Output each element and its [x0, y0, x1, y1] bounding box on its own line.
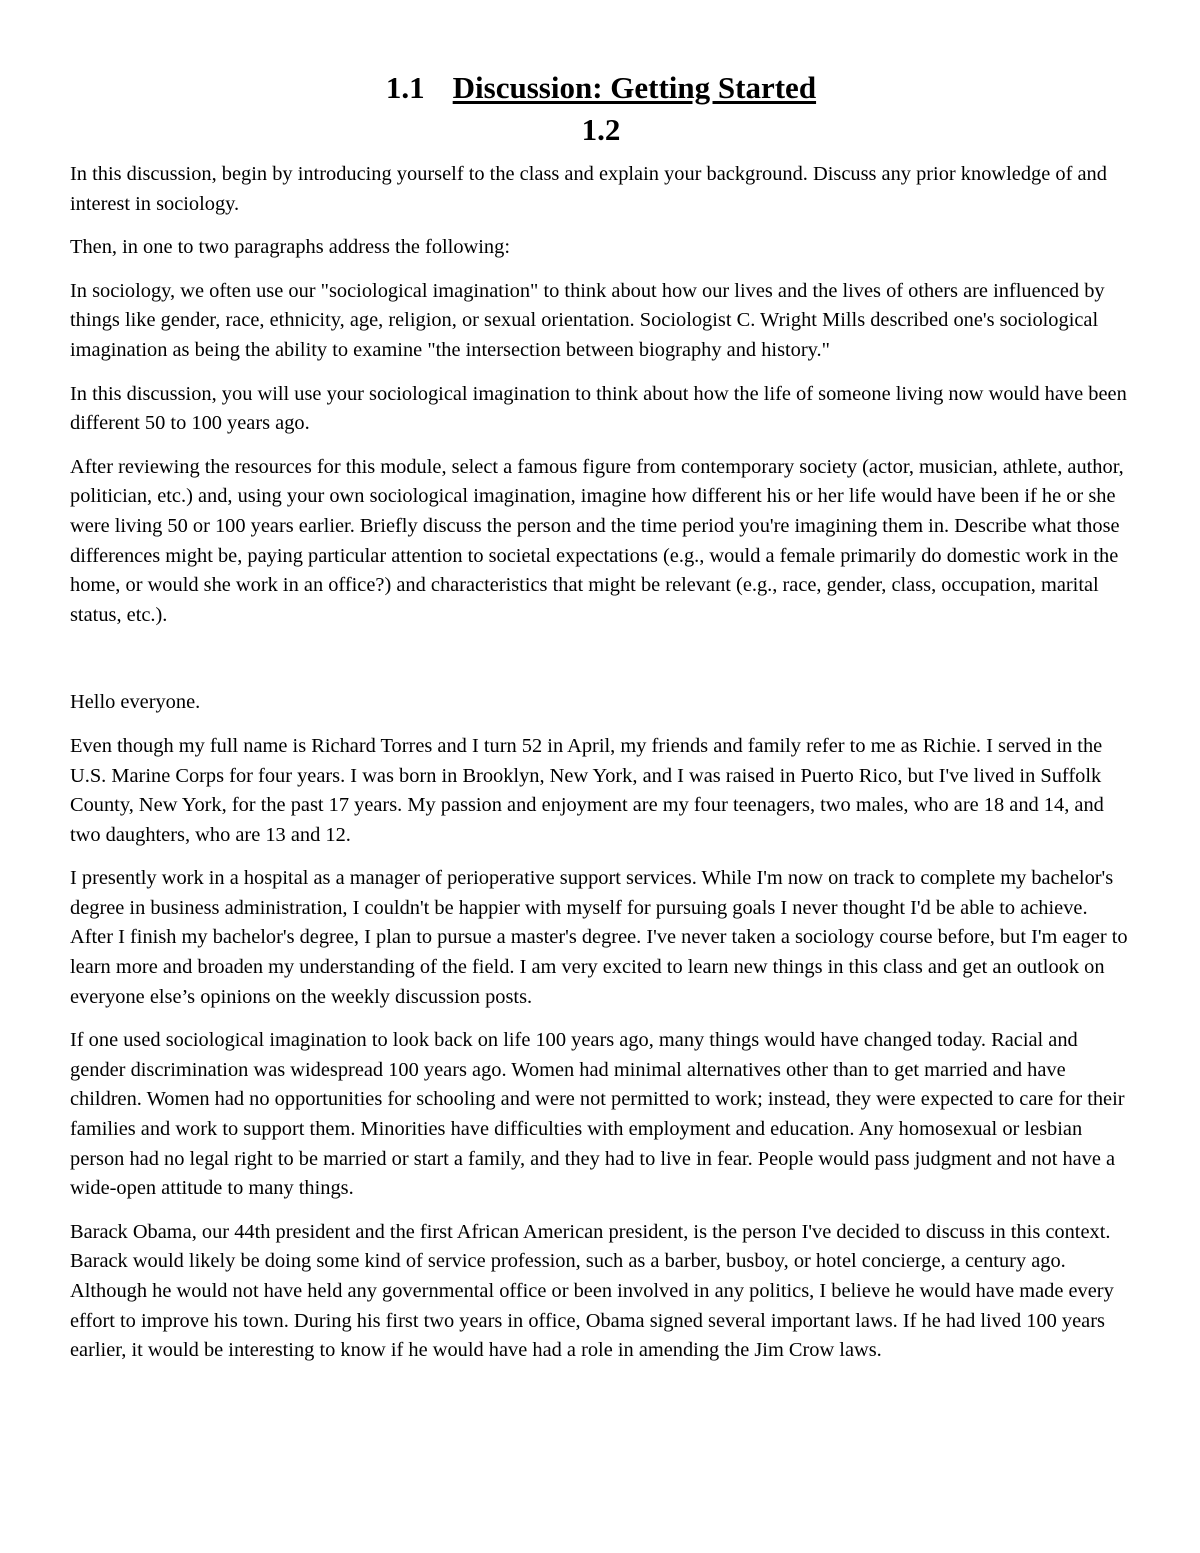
- heading-number: 1.1: [385, 70, 425, 105]
- document-heading: [70, 70, 1132, 106]
- response-paragraph: If one used sociological imagination to look back on life 100 years ago, many things would have changed today. Racial and gender discrimination was widespread 100 years ago. Women had minimal alternatives other than to get married and have children. Women had no opportunities for schooling and were not permitted to work; instead, they were expected to care for their families and work to support them. Minorities have difficulties with employment and education. Any homosexual or lesbian person had no legal right to be married or start a family, and they had to live in fear. People would pass judgment and not have a wide-open attitude to many things.: [70, 1029, 1125, 1200]
- prompt-paragraph: In this discussion, you will use your sociological imagination to think about how the life of someone living now would have been different 50 to 100 years ago.: [70, 382, 1127, 435]
- response-paragraph: I presently work in a hospital as a manager of perioperative support services. While I'm now on track to complete my bachelor's degree in business administration, I couldn't be happier with myself for pursuing goals I never thought I'd be able to achieve. After I finish my bachelor's degree, I plan to pursue a master's degree. I've never taken a sociology course before, but I'm eager to learn more and broaden my understanding of the field. I am very excited to learn new things in this class and get an outlook on everyone else’s opinions on the weekly discussion posts.: [70, 867, 1128, 1008]
- prompt-paragraph: After reviewing the resources for this module, select a famous figure from contemporary society (actor, musician, athlete, author, politician, etc.) and, using your own sociological imagination, imagine how different his or her life would have been if he or she were living 50 or 100 years earlier. Briefly discuss the person and the time period you're imagining them in. Describe what those differences might be, paying particular attention to societal expectations (e.g., would a female primarily do domestic work in the home, or would she work in an office?) and characteristics that might be relevant (e.g., race, gender, class, occupation, marital status, etc.).: [70, 455, 1124, 626]
- prompt-paragraph: Then, in one to two paragraphs address the following:: [70, 236, 510, 259]
- response-section: [70, 688, 1132, 1365]
- response-paragraph: Barack Obama, our 44th president and the first African American president, is the person I've decided to discuss in this context. Barack would likely be doing some kind of service profession, such as a barber, busboy, or hotel concierge, a century ago. Although he would not have held any governmental office or been involved in any politics, I believe he would have made every effort to improve his town. During his first two years in office, Obama signed several important laws. If he had lived 100 years earlier, it would be interesting to know if he would have had a role in amending the Jim Crow laws.: [70, 1220, 1114, 1362]
- document-page: [70, 70, 1132, 1380]
- prompt-paragraph: In this discussion, begin by introducing yourself to the class and explain your background. Discuss any prior knowledge of and interest in sociology.: [70, 163, 1107, 215]
- prompt-section: [70, 160, 1132, 630]
- subheading-number: 1.2: [581, 112, 621, 147]
- section-spacer: [70, 644, 1132, 688]
- response-greeting: Hello everyone.: [70, 691, 201, 714]
- prompt-paragraph: In sociology, we often use our "sociological imagination" to think about how our lives and the lives of others are influenced by things like gender, race, ethnicity, age, religion, or sexual orientation. Sociologist C. Wright Mills described one's sociological imagination as being the ability to examine "the intersection between biography and history.": [70, 279, 1105, 361]
- heading-title: Discussion: Getting Started: [452, 70, 817, 105]
- response-paragraph: Even though my full name is Richard Torres and I turn 52 in April, my friends and family refer to me as Richie. I served in the U.S. Marine Corps for four years. I was born in Brooklyn, New York, and I was raised in Puerto Rico, but I've lived in Suffolk County, New York, for the past 17 years. My passion and enjoyment are my four teenagers, two males, who are 18 and 14, and two daughters, who are 13 and 12.: [70, 734, 1104, 846]
